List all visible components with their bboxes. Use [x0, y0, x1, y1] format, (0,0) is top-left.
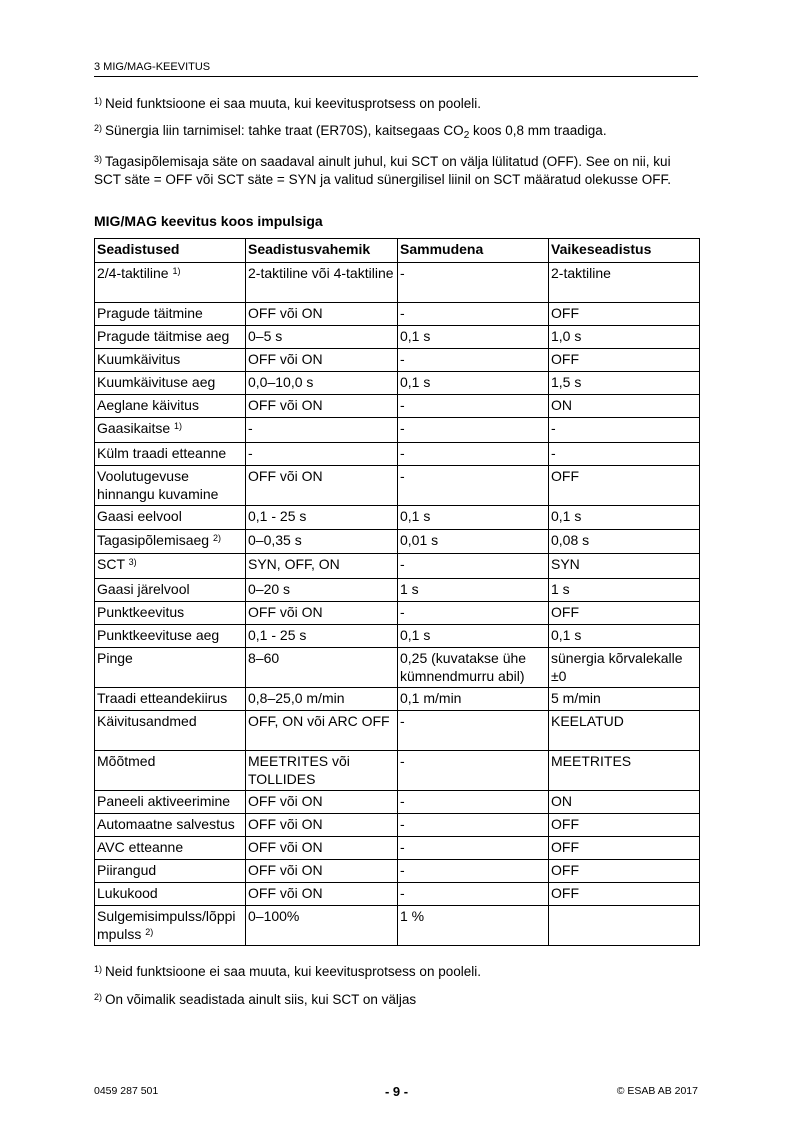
page-number: - 9 - — [384, 1084, 409, 1099]
step-cell: - — [398, 860, 549, 883]
setting-name-cell — [95, 883, 246, 906]
setting-name-cell — [95, 395, 246, 418]
column-header: Vaikeseadistus — [549, 239, 700, 263]
note-text: Sünergia liin tarnimisel: tahke traat (ER70S), kaitsegaas CO — [105, 123, 464, 138]
doc-number: 0459 287 501 — [94, 1085, 159, 1097]
default-cell: - — [549, 418, 700, 443]
setting-name: Lukukood — [97, 885, 158, 901]
step-cell: - — [398, 349, 549, 372]
step-cell: 0,1 s — [398, 506, 549, 530]
setting-name: Voolutugevuse hinnangu kuvamine — [97, 468, 219, 502]
default-cell: OFF — [549, 602, 700, 625]
default-cell: SYN — [549, 554, 700, 579]
table-row — [95, 791, 700, 814]
setting-name-cell — [95, 326, 246, 349]
setting-name: Sulgemisimpulss/lõppimpulss — [97, 908, 236, 942]
default-cell: - — [549, 443, 700, 466]
step-cell: 0,25 (kuvatakse ühe kümnendmurru abil) — [398, 648, 549, 688]
default-cell: MEETRITES — [549, 751, 700, 791]
setting-name: Automaatne salvestus — [97, 816, 235, 832]
column-header: Seadistusvahemik — [246, 239, 398, 263]
setting-name: Külm traadi etteanne — [97, 445, 227, 461]
range-cell: MEETRITES või TOLLIDES — [246, 751, 398, 791]
footnote-mark: 2) — [94, 992, 103, 1002]
range-cell: OFF või ON — [246, 883, 398, 906]
default-cell: sünergia kõrvalekalle ±0 — [549, 648, 700, 688]
running-header: 3 MIG/MAG-KEEVITUS — [94, 61, 698, 77]
setting-name: 2/4-taktiline — [97, 265, 169, 281]
setting-name-cell — [95, 349, 246, 372]
step-cell: 0,1 s — [398, 372, 549, 395]
subscript: 2 — [463, 130, 470, 141]
step-cell: - — [398, 443, 549, 466]
setting-name: Gaasi järelvool — [97, 581, 190, 597]
setting-name-cell — [95, 688, 246, 711]
default-cell — [549, 906, 700, 946]
table-row — [95, 303, 700, 326]
range-cell: OFF või ON — [246, 837, 398, 860]
setting-name-cell — [95, 506, 246, 530]
table-row — [95, 349, 700, 372]
default-cell: 1,0 s — [549, 326, 700, 349]
column-header: Sammudena — [398, 239, 549, 263]
range-cell: 0–5 s — [246, 326, 398, 349]
range-cell: OFF või ON — [246, 349, 398, 372]
step-cell: - — [398, 837, 549, 860]
table-row — [95, 530, 700, 554]
table-row — [95, 554, 700, 579]
setting-name: Punktkeevitus — [97, 604, 185, 620]
table-row — [95, 837, 700, 860]
step-cell: - — [398, 554, 549, 579]
range-cell: - — [246, 443, 398, 466]
default-cell: 1,5 s — [549, 372, 700, 395]
range-cell: 0–0,35 s — [246, 530, 398, 554]
table-row — [95, 466, 700, 506]
default-cell: ON — [549, 395, 700, 418]
table-row — [95, 506, 700, 530]
default-cell: 0,1 s — [549, 506, 700, 530]
default-cell: 1 s — [549, 579, 700, 602]
column-header: Seadistused — [95, 239, 246, 263]
step-cell: - — [398, 303, 549, 326]
setting-name-cell — [95, 443, 246, 466]
step-cell: - — [398, 791, 549, 814]
range-cell: 0,0–10,0 s — [246, 372, 398, 395]
range-cell: OFF või ON — [246, 466, 398, 506]
setting-name-cell — [95, 906, 246, 946]
setting-name: Mõõtmed — [97, 753, 156, 769]
default-cell: OFF — [549, 814, 700, 837]
table-title: MIG/MAG keevitus koos impulsiga — [94, 213, 323, 229]
footnote-1 — [94, 963, 694, 981]
footnote-mark: 2) — [212, 533, 221, 543]
setting-name-cell — [95, 579, 246, 602]
setting-name: Piirangud — [97, 862, 157, 878]
footnote-mark: 2) — [94, 123, 103, 133]
default-cell: 2-taktiline — [549, 263, 700, 303]
range-cell: OFF või ON — [246, 303, 398, 326]
setting-name-cell — [95, 711, 246, 751]
table-row — [95, 814, 700, 837]
setting-name-cell — [95, 837, 246, 860]
setting-name-cell — [95, 648, 246, 688]
setting-name-cell — [95, 860, 246, 883]
table-row — [95, 648, 700, 688]
step-cell: 0,01 s — [398, 530, 549, 554]
footnote-mark: 3) — [94, 154, 103, 164]
setting-name: Kuumkäivitus — [97, 351, 181, 367]
range-cell: OFF või ON — [246, 860, 398, 883]
setting-name-cell — [95, 530, 246, 554]
setting-name-cell — [95, 751, 246, 791]
range-cell: 8–60 — [246, 648, 398, 688]
setting-name: Gaasi eelvool — [97, 508, 182, 524]
table-row — [95, 395, 700, 418]
setting-name-cell — [95, 602, 246, 625]
range-cell: - — [246, 418, 398, 443]
table-row — [95, 751, 700, 791]
setting-name-cell — [95, 372, 246, 395]
range-cell: 0–100% — [246, 906, 398, 946]
setting-name: Pinge — [97, 650, 133, 666]
range-cell: 0–20 s — [246, 579, 398, 602]
step-cell: - — [398, 751, 549, 791]
table-row — [95, 711, 700, 751]
default-cell: OFF — [549, 466, 700, 506]
footnote-mark: 1) — [94, 96, 103, 106]
step-cell: 0,1 s — [398, 625, 549, 648]
default-cell: KEELATUD — [549, 711, 700, 751]
step-cell: - — [398, 466, 549, 506]
setting-name: Pragude täitmise aeg — [97, 328, 230, 344]
step-cell: - — [398, 418, 549, 443]
setting-name: Gaasikaitse — [97, 420, 171, 436]
table-row — [95, 443, 700, 466]
range-cell: OFF või ON — [246, 602, 398, 625]
setting-name: Kuumkäivituse aeg — [97, 374, 216, 390]
setting-name: AVC etteanne — [97, 839, 184, 855]
setting-name-cell — [95, 418, 246, 443]
range-cell: SYN, OFF, ON — [246, 554, 398, 579]
step-cell: - — [398, 602, 549, 625]
default-cell: OFF — [549, 303, 700, 326]
default-cell: 5 m/min — [549, 688, 700, 711]
table-row — [95, 688, 700, 711]
note-3 — [94, 153, 694, 189]
setting-name: Aeglane käivitus — [97, 397, 199, 413]
step-cell: - — [398, 263, 549, 303]
table-row — [95, 883, 700, 906]
step-cell: - — [398, 814, 549, 837]
default-cell: OFF — [549, 883, 700, 906]
footnote-mark: 2) — [145, 927, 154, 937]
table-row — [95, 263, 700, 303]
range-cell: 0,1 - 25 s — [246, 625, 398, 648]
table-row — [95, 906, 700, 946]
setting-name: Traadi etteandekiirus — [97, 690, 228, 706]
setting-name: Pragude täitmine — [97, 305, 203, 321]
table-row — [95, 372, 700, 395]
range-cell: 2-taktiline või 4-taktiline — [246, 263, 398, 303]
default-cell: OFF — [549, 349, 700, 372]
setting-name-cell — [95, 554, 246, 579]
step-cell: 0,1 s — [398, 326, 549, 349]
step-cell: - — [398, 711, 549, 751]
default-cell: OFF — [549, 837, 700, 860]
note-text: koos 0,8 mm traadiga. — [469, 123, 607, 138]
setting-name-cell — [95, 814, 246, 837]
default-cell: OFF — [549, 860, 700, 883]
setting-name-cell — [95, 263, 246, 303]
copyright: © ESAB AB 2017 — [616, 1085, 698, 1097]
range-cell: OFF või ON — [246, 791, 398, 814]
range-cell: OFF, ON või ARC OFF — [246, 711, 398, 751]
note-1 — [94, 95, 694, 113]
setting-name-cell — [95, 625, 246, 648]
setting-name-cell — [95, 303, 246, 326]
range-cell: OFF või ON — [246, 814, 398, 837]
table-row — [95, 579, 700, 602]
setting-name-cell — [95, 466, 246, 506]
footnote-2 — [94, 991, 694, 1009]
note-2 — [94, 122, 694, 140]
note-text: Tagasipõlemisaja säte on saadaval ainult juhul, kui SCT on välja lülitatud (OFF). See on nii, kui SCT säte = OFF või SCT säte = SYN ja valitud sünergilisel liinil on SCT määratud olekusse OFF. — [94, 154, 671, 187]
range-cell: 0,1 - 25 s — [246, 506, 398, 530]
step-cell: 1 s — [398, 579, 549, 602]
table-row — [95, 326, 700, 349]
settings-table — [94, 238, 700, 946]
setting-name: SCT — [97, 556, 125, 572]
table-row — [95, 602, 700, 625]
step-cell: 1 % — [398, 906, 549, 946]
table-row — [95, 418, 700, 443]
footnote-text: Neid funktsioone ei saa muuta, kui keevitusprotsess on pooleli. — [105, 964, 481, 979]
default-cell: ON — [549, 791, 700, 814]
footnote-mark: 3) — [128, 557, 137, 567]
footnote-mark: 1) — [94, 964, 103, 974]
table-header-row — [95, 239, 700, 263]
setting-name-cell — [95, 791, 246, 814]
step-cell: - — [398, 883, 549, 906]
default-cell: 0,1 s — [549, 625, 700, 648]
range-cell: OFF või ON — [246, 395, 398, 418]
setting-name: Punktkeevituse aeg — [97, 627, 220, 643]
default-cell: 0,08 s — [549, 530, 700, 554]
step-cell: - — [398, 395, 549, 418]
setting-name: Paneeli aktiveerimine — [97, 793, 231, 809]
setting-name: Käivitusandmed — [97, 713, 197, 729]
footnote-mark: 1) — [174, 421, 183, 431]
footnote-text: On võimalik seadistada ainult siis, kui SCT on väljas — [105, 992, 417, 1007]
table-row — [95, 860, 700, 883]
note-text: Neid funktsioone ei saa muuta, kui keevitusprotsess on pooleli. — [105, 96, 481, 111]
step-cell: 0,1 m/min — [398, 688, 549, 711]
setting-name: Tagasipõlemisaeg — [97, 532, 210, 548]
footnote-mark: 1) — [172, 266, 181, 276]
range-cell: 0,8–25,0 m/min — [246, 688, 398, 711]
table-row — [95, 625, 700, 648]
